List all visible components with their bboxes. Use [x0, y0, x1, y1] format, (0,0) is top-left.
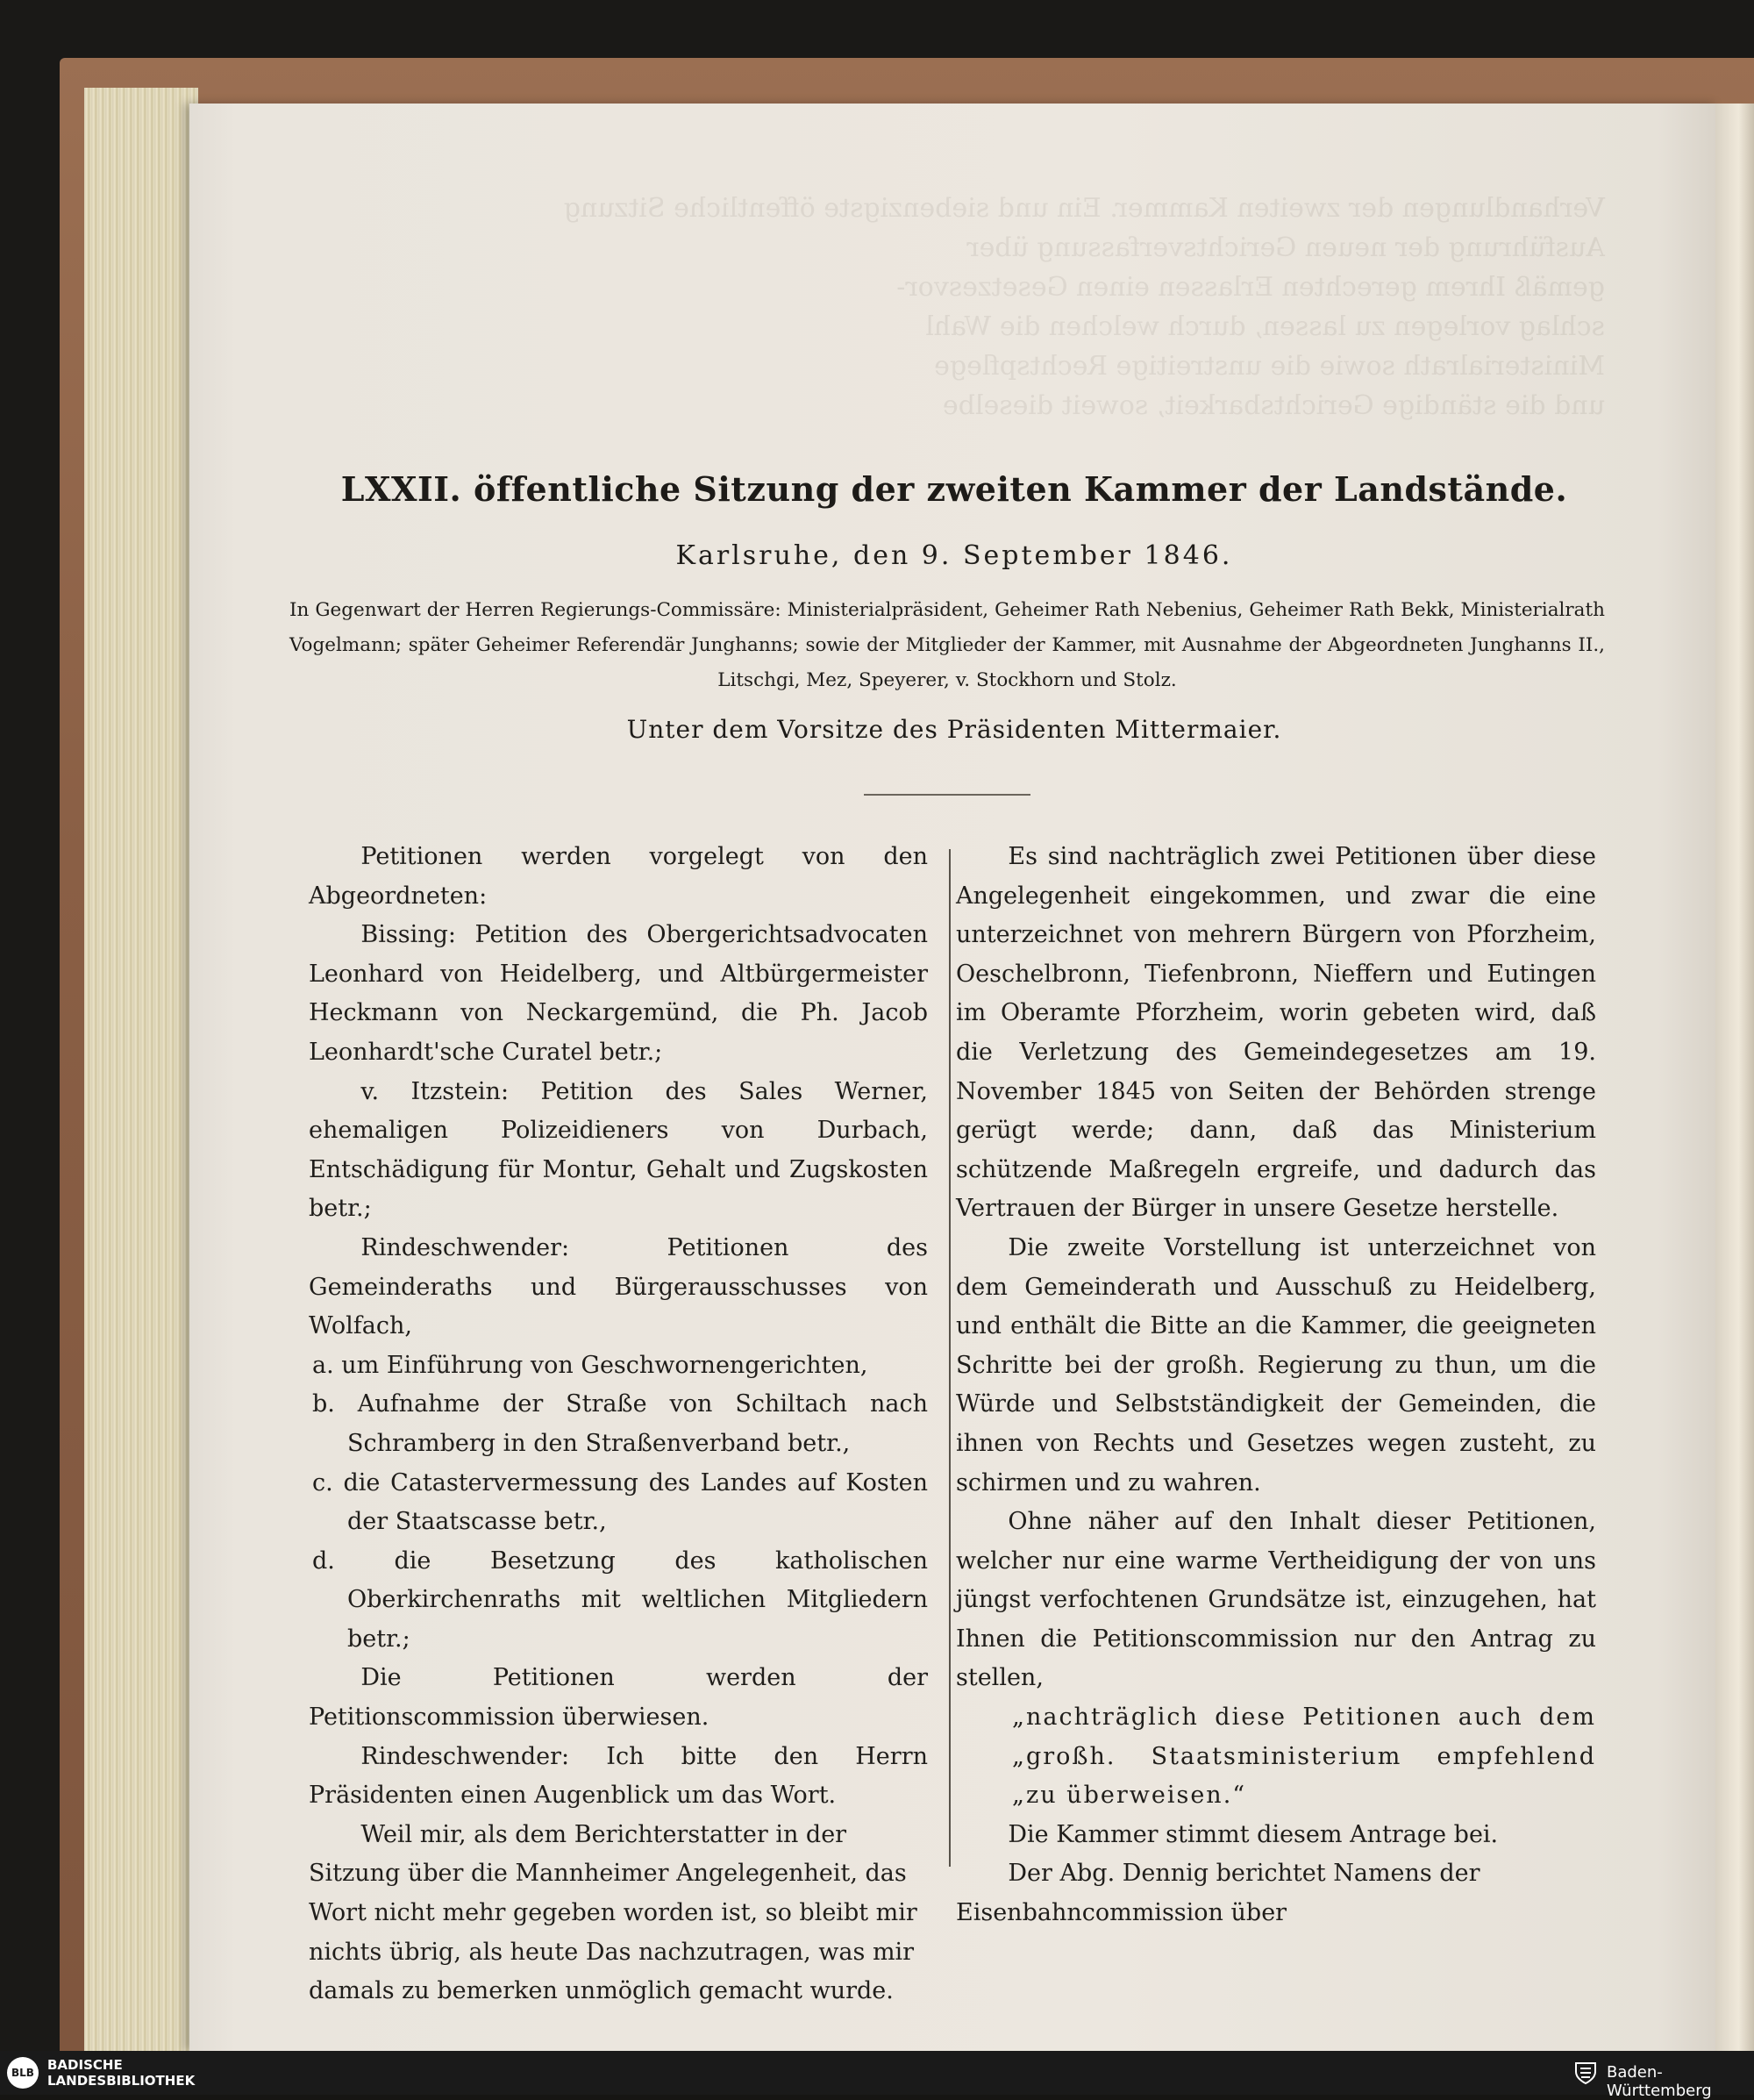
- paragraph: Ohne näher auf den Inhalt dieser Petitionen, welcher nur eine warme Vertheidigung der von uns jüngst verfochtenen Grundsätze ist, einzugehen, hat Ihnen die Petitionscommission nur den Antrag zu stellen,: [956, 1508, 1596, 1692]
- separator-rule: [864, 794, 1030, 796]
- left-column: [309, 838, 928, 2011]
- column-divider: [949, 849, 951, 1867]
- chair-line: Unter dem Vorsitze des Präsidenten Mittermaier.: [626, 715, 1282, 744]
- place-and-date: Karlsruhe, den 9. September 1846.: [675, 540, 1233, 571]
- baden-wuerttemberg-coat-of-arms-icon[interactable]: [1572, 2060, 1599, 2086]
- right-column: [956, 838, 1596, 1933]
- library-name-line1: BADISCHE: [47, 2057, 123, 2073]
- facing-page-edge: [1715, 104, 1754, 2051]
- paragraph: d. die Besetzung des katholischen Oberkirchenraths mit weltlichen Mitgliedern betr.;: [312, 1546, 928, 1653]
- blb-logo-icon[interactable]: BLB: [7, 2057, 39, 2089]
- paragraph: Die Kammer stimmt diesem Antrage bei.: [1008, 1820, 1499, 1848]
- paragraph: Der Abg. Dennig berichtet Namens der Eisenbahncommission über: [956, 1860, 1480, 1927]
- paragraph: Die Petitionen werden der Petitionscommission überwiesen.: [309, 1664, 928, 1732]
- paragraph: Die zweite Vorstellung ist unterzeichnet von dem Gemeinderath und Ausschuß zu Heidelberg, und enthält die Bitte an die Kammer, die geeigneten Schritte bei der großh. Regierung zu thun, um die Würde und Selbstständigkeit der Gemeinden, die ihnen von Rechts und Gesetzes wegen zusteht, zu schirmen und zu wahren.: [956, 1233, 1596, 1496]
- paragraph: Es sind nachträglich zwei Petitionen über diese Angelegenheit eingekommen, und zwar die eine unterzeichnet von mehrern Bürgern von Pforzheim, Oeschelbronn, Tiefenbronn, Nieffern und Eutingen im Oberamte Pforzheim, worin gebeten wird, daß die Verletzung des Gemeindegesetzes am 19. November 1845 von Seiten der Behörden strenge gerügt werde; dann, daß das Ministerium schützende Maßregeln ergreife, und dadurch das Vertrauen der Bürger in unsere Gesetze herstelle.: [956, 843, 1596, 1223]
- paragraph: Rindeschwender: Petitionen des Gemeinderaths und Bürgerausschusses von Wolfach,: [309, 1233, 928, 1340]
- paragraph: b. Aufnahme der Straße von Schiltach nach Schramberg in den Straßenverband betr.,: [312, 1390, 928, 1457]
- paragraph: v. Itzstein: Petition des Sales Werner, ehemaligen Polizeidieners von Durbach, Entschädigung für Montur, Gehalt und Zugskosten betr.;: [309, 1077, 928, 1223]
- library-name[interactable]: [47, 2057, 195, 2089]
- library-name-line2: LANDESBIBLIOTHEK: [47, 2073, 196, 2089]
- viewer-footer: [0, 2051, 1754, 2100]
- attendance-paragraph: In Gegenwart der Herren Regierungs-Commissäre: Ministerialpräsident, Geheimer Rath Nebenius, Geheimer Rath Bekk, Ministerialrath Vogelmann; später Geheimer Referendär Junghanns; sowie der Mitglieder der Kammer, mit Ausnahme der Abgeordneten Junghanns II., Litschgi, Mez, Speyerer, v. Stockhorn und Stolz.: [289, 599, 1605, 691]
- page-edges: [84, 88, 198, 2051]
- paragraph: Rindeschwender: Ich bitte den Herrn Präsidenten einen Augenblick um das Wort.: [309, 1742, 928, 1810]
- paragraph: c. die Catastervermessung des Landes auf Kosten der Staatscasse betr.,: [312, 1468, 928, 1536]
- paragraph: a. um Einführung von Geschwornengerichten,: [312, 1351, 868, 1379]
- paragraph: Bissing: Petition des Obergerichtsadvocaten Leonhard von Heidelberg, und Altbürgermeister Heckmann von Neckargemünd, die Ph. Jacob Leonhardt'sche Curatel betr.;: [309, 921, 928, 1066]
- paragraph: Petitionen werden vorgelegt von den Abgeordneten:: [309, 843, 928, 910]
- paragraph: „nachträglich diese Petitionen auch dem „großh. Staatsministerium empfehlend „zu überweisen.“: [1012, 1704, 1596, 1810]
- paragraph: Weil mir, als dem Berichterstatter in der Sitzung über die Mannheimer Angelegenheit, das Wort nicht mehr gegeben worden ist, so bleibt mir nichts übrig, als heute Das nachzutragen, was mir damals zu bemerken unmöglich gemacht wurde.: [309, 1820, 917, 2005]
- session-title: LXXII. öffentliche Sitzung der zweiten Kammer der Landstände.: [340, 469, 1568, 509]
- state-name[interactable]: Baden-Württemberg: [1607, 2063, 1712, 2100]
